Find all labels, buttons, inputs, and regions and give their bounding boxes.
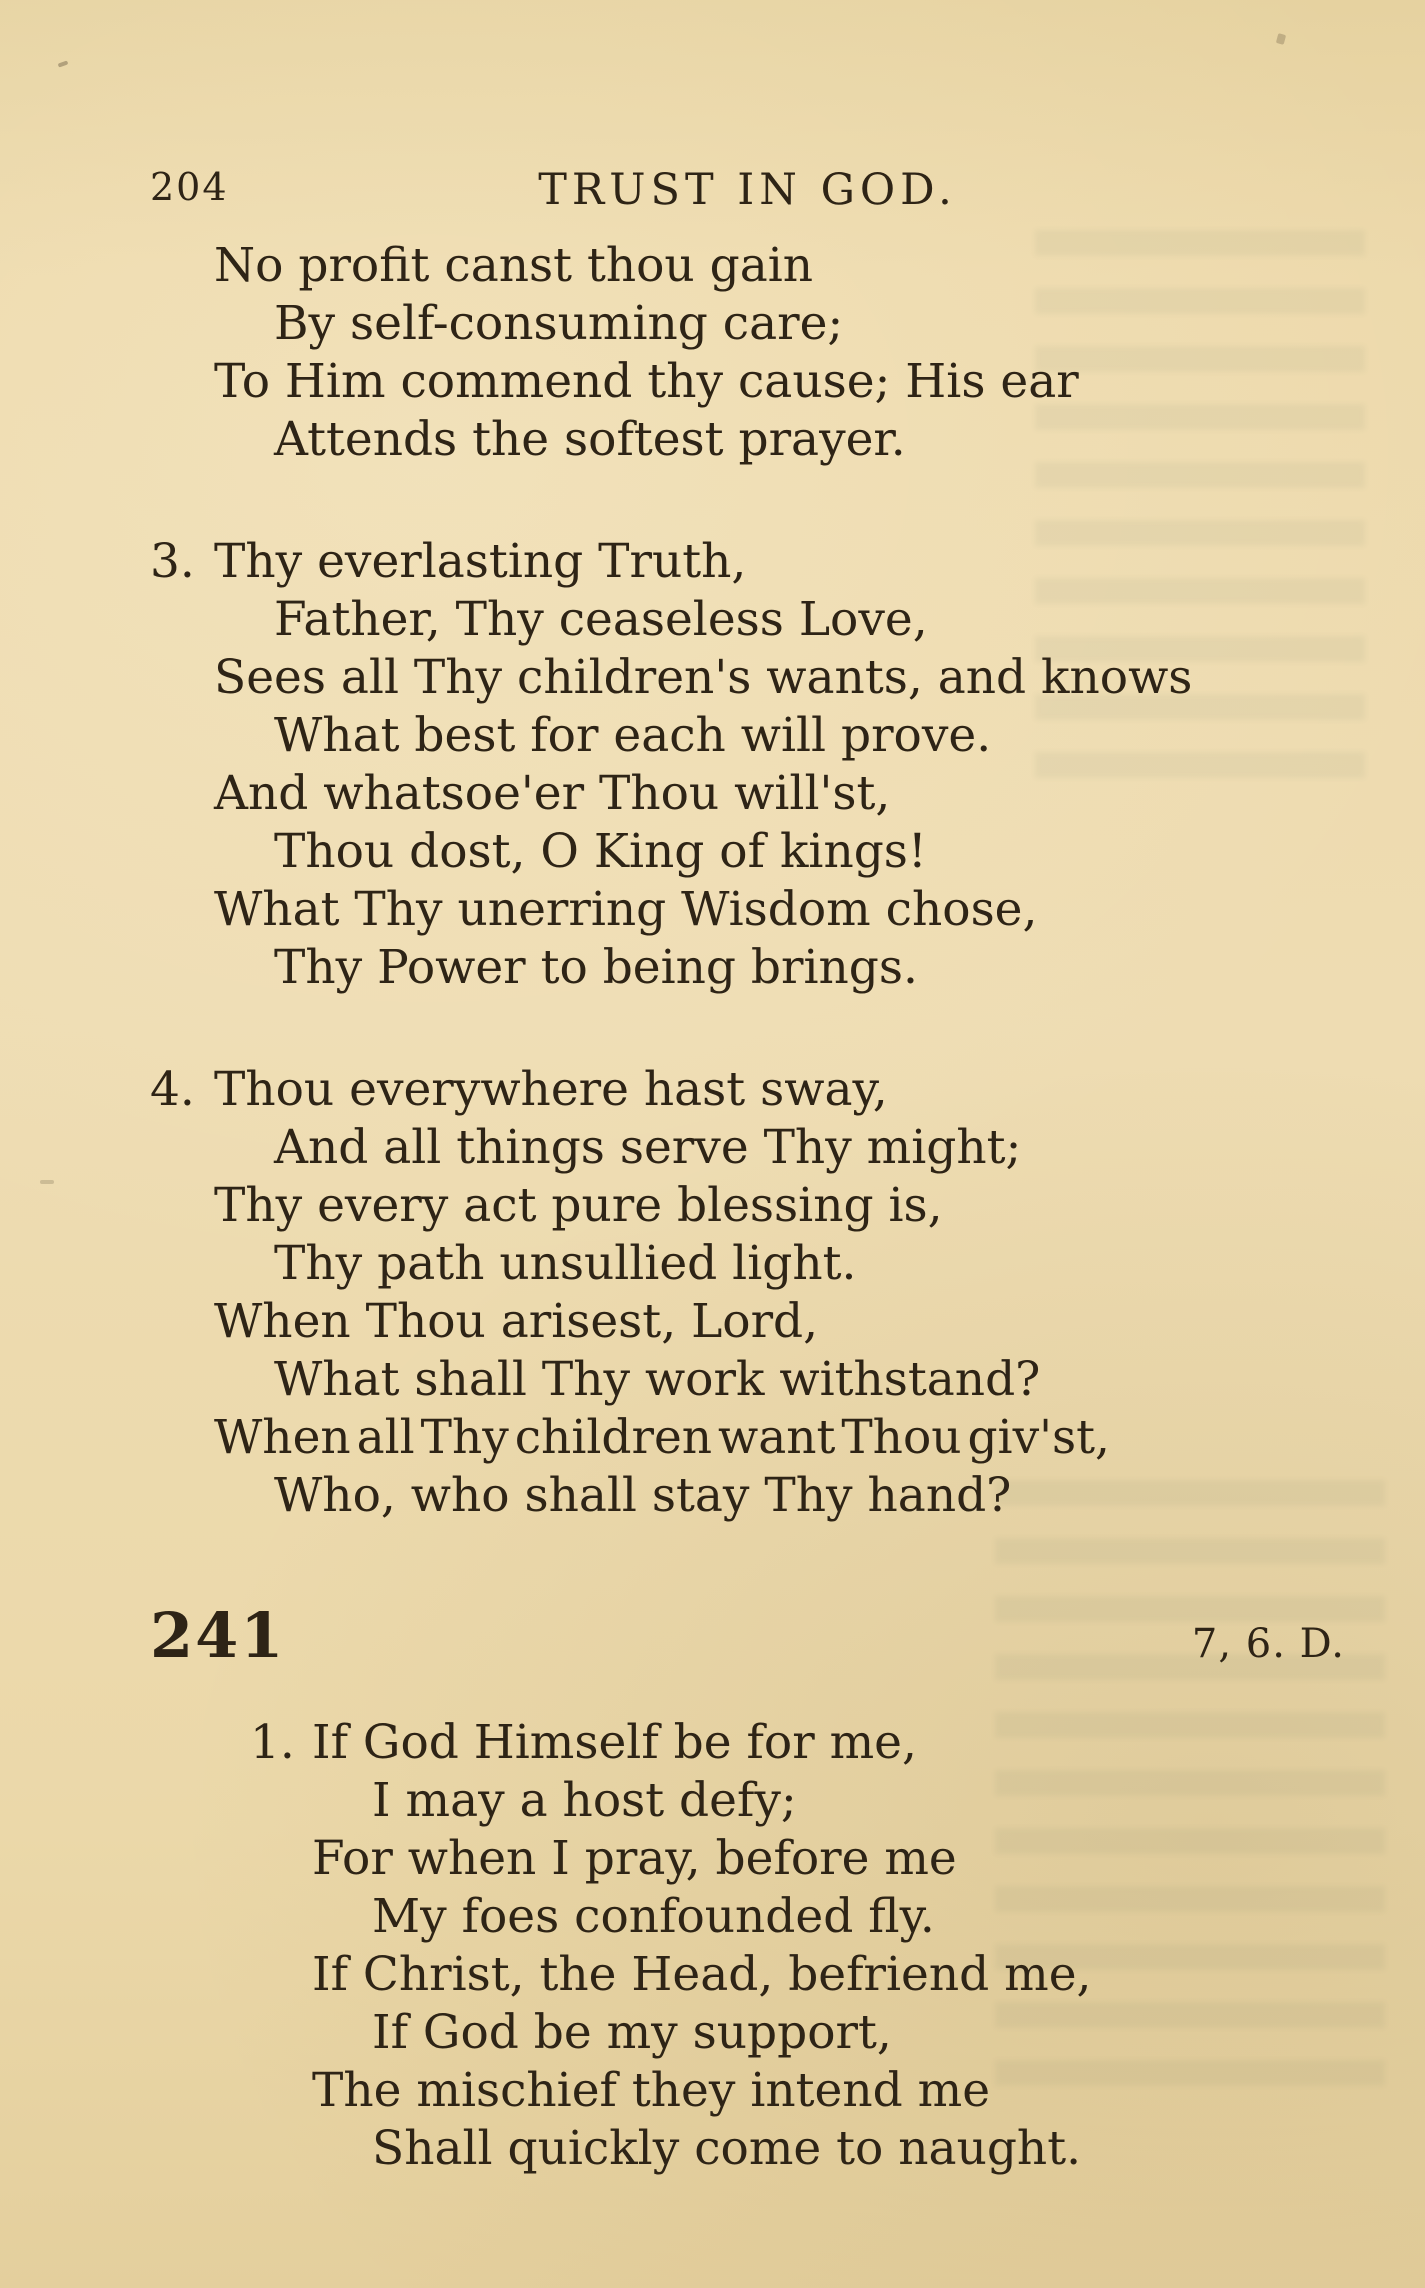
hymn-meter: 7, 6. D. (1191, 1621, 1345, 1667)
verse-line: When Thou arisest, Lord, (214, 1294, 819, 1349)
stanza-number: 4. (150, 1062, 195, 1117)
verse-line: Father, Thy ceaseless Love, (274, 592, 928, 647)
verse-line: Thy everlasting Truth, (214, 534, 747, 589)
verse-line: What Thy unerring Wisdom chose, (214, 882, 1038, 937)
verse-line: And whatsoe'er Thou will'st, (214, 766, 891, 821)
verse-line: Attends the softest prayer. (274, 412, 906, 467)
stanza (150, 237, 1345, 469)
verse-line: Thy path unsullied light. (274, 1236, 857, 1291)
stanza (250, 1714, 1345, 2178)
page-number: 204 (150, 165, 229, 209)
verse-line: When all Thy children want Thou giv'st, (214, 1410, 1110, 1465)
verse-line: If God be my support, (372, 2005, 892, 2060)
verse-line: And all things serve Thy might; (274, 1120, 1022, 1175)
page-header (150, 165, 1345, 215)
hymn-number: 241 (150, 1599, 286, 1672)
verse-line: What best for each will prove. (274, 708, 992, 763)
verse-line: For when I pray, before me (312, 1831, 957, 1886)
verse-line: Thy Power to being brings. (274, 940, 918, 995)
verse-line: Thy every act pure blessing is, (214, 1178, 943, 1233)
verse-line: No profit canst thou gain (214, 238, 814, 293)
verse-line: Thou everywhere hast sway, (214, 1062, 888, 1117)
verse-line: Shall quickly come to naught. (372, 2121, 1082, 2176)
hymn-heading (150, 1599, 1345, 1672)
verse-line: Thou dost, O King of kings! (274, 824, 927, 879)
stanza (150, 533, 1345, 997)
verse-line: If Christ, the Head, befriend me, (312, 1947, 1092, 2002)
verse-line: Who, who shall stay Thy hand? (274, 1468, 1012, 1523)
verse-line: Sees all Thy children's wants, and knows (214, 650, 1193, 705)
stanza (150, 1061, 1345, 1525)
verse-line: To Him commend thy cause; His ear (214, 354, 1079, 409)
page-title: TRUST IN GOD. (538, 165, 957, 215)
stanza-number: 1. (250, 1715, 295, 1770)
verse-line: I may a host defy; (372, 1773, 797, 1828)
verse-line: If God Himself be for me, (312, 1715, 917, 1770)
stanza-number: 3. (150, 534, 195, 589)
verse-line: My foes confounded fly. (372, 1889, 935, 1944)
verse-line: The mischief they intend me (312, 2063, 991, 2118)
verse-line: What shall Thy work withstand? (274, 1352, 1041, 1407)
verse-line: By self-consuming care; (274, 296, 844, 351)
